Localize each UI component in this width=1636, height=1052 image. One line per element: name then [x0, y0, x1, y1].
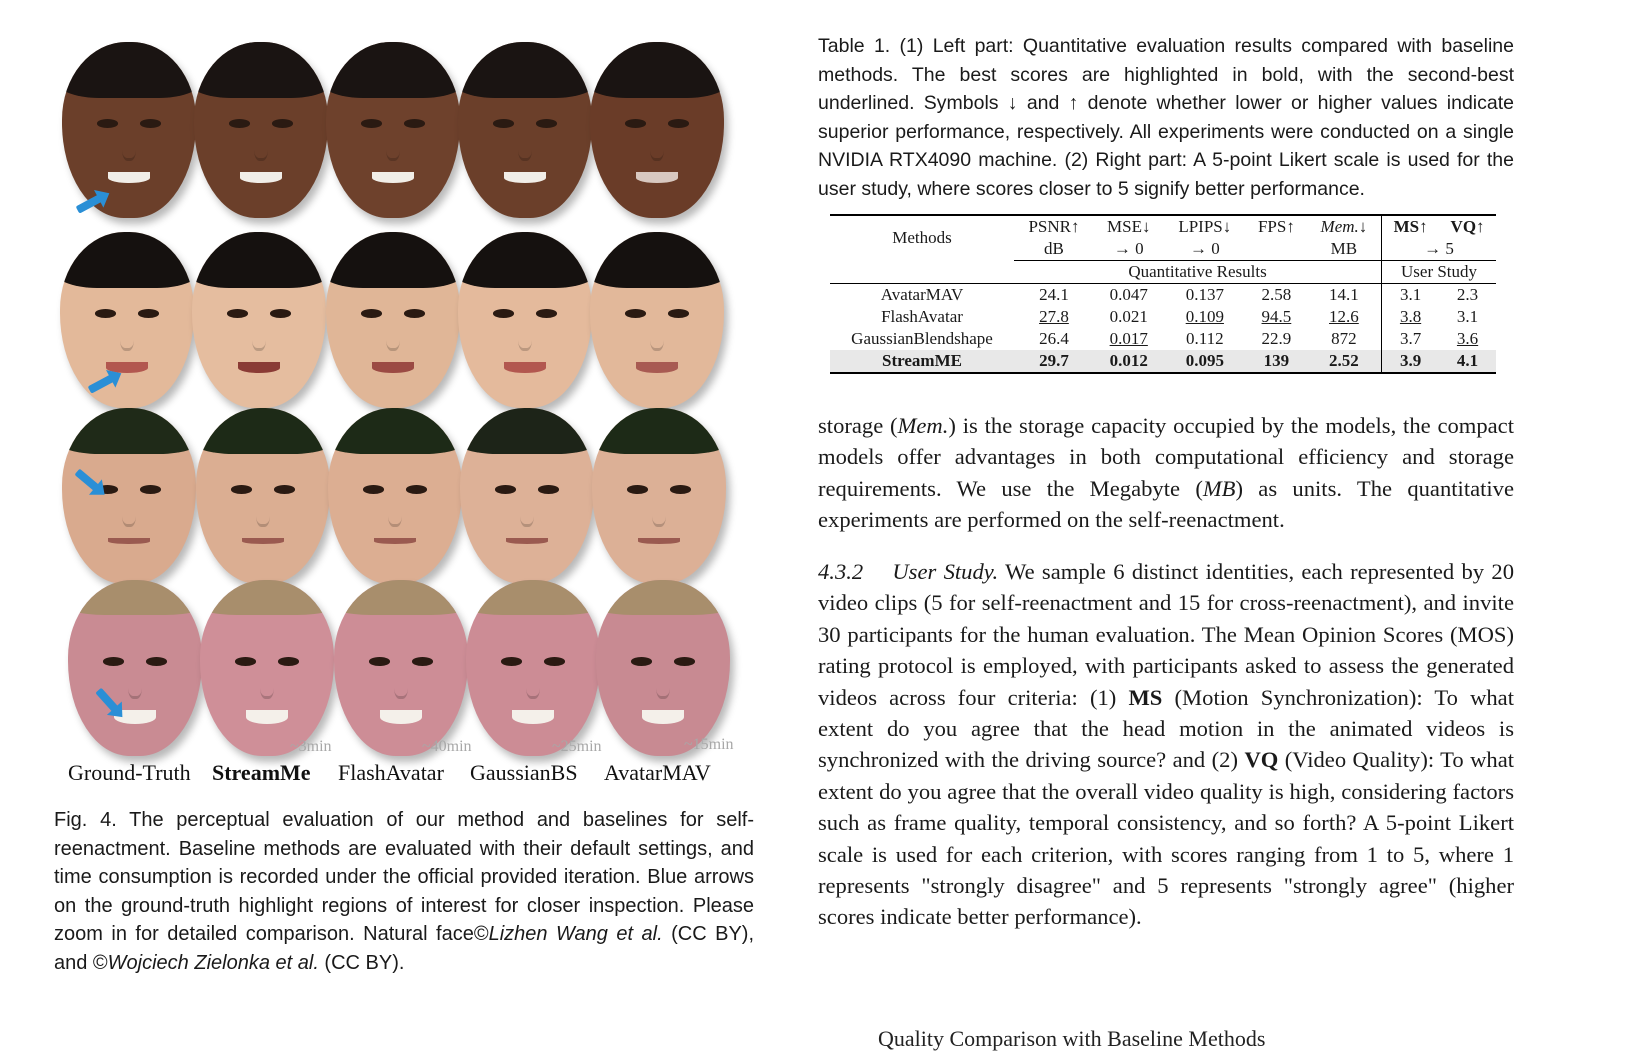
results-table [830, 214, 1496, 374]
table-cell: 29.7 [1014, 350, 1094, 373]
method-streamme: StreamME [830, 350, 1014, 373]
face-row1-ground-truth [62, 42, 196, 218]
table-cell: 0.137 [1164, 284, 1246, 307]
time-label-flashavatar: ~40min [422, 738, 472, 755]
figure-4-grid [50, 20, 790, 790]
face-row4-avatarmav [596, 580, 730, 756]
face-row2-avatarmav [590, 232, 724, 408]
method-avatarmav: AvatarMAV [830, 284, 1014, 307]
methods-header: Methods [892, 228, 952, 248]
face-row3-flashavatar [328, 408, 462, 584]
face-row4-streamme [200, 580, 334, 756]
table-cell: 3.1 [1456, 307, 1479, 326]
table-cell: 0.021 [1109, 307, 1148, 326]
table-cell: 0.095 [1164, 350, 1246, 373]
table-header-row-1 [830, 215, 1496, 238]
table-cell: 139 [1246, 350, 1307, 373]
column-label-streamme: StreamMe [212, 760, 311, 785]
face-row4-flashavatar [334, 580, 468, 756]
header-mem [1307, 215, 1382, 238]
method-flashavatar: FlashAvatar [881, 307, 963, 326]
table-cell: 3.7 [1382, 328, 1440, 350]
para1-mem: Mem. [897, 413, 949, 438]
para2-ms: MS [1128, 684, 1163, 710]
face-row2-ground-truth [60, 232, 194, 408]
para1-text-a: storage ( [818, 413, 898, 438]
face-row2-flashavatar [326, 232, 460, 408]
face-row1-avatarmav [590, 42, 724, 218]
figure-caption-end: (CC BY). [318, 951, 405, 974]
table-cell: 0.047 [1094, 284, 1164, 307]
face-row1-streamme [194, 42, 328, 218]
body-paragraph-1 [818, 410, 1514, 536]
column-label-flashavatar: FlashAvatar [338, 760, 444, 785]
para2-text-b: (Motion Synchronization): To what extent do you agree that the head motion in the animated videos is synchronized with the driving source? and (2) [818, 684, 1514, 773]
face-row3-streamme [196, 408, 330, 584]
face-row1-gaussianbs [458, 42, 592, 218]
table-caption: Table 1. (1) Left part: Quantitative evaluation results compared with baseline methods. The best scores are highlighted in bold, with the second-best underlined. Symbols ↓ and ↑ denote whether lower or higher values indicate superior performance, respectively. All experiments were conducted on a single NVIDIA RTX4090 machine. (2) Right part: A 5-point Likert scale is used for the user study, where scores closer to 5 signify better performance. [818, 35, 1514, 200]
table-cell: 3.9 [1382, 350, 1440, 373]
time-label-streamme: ~3min [290, 738, 332, 755]
header-mem-text: Mem.↓ [1320, 217, 1368, 236]
para2-text-c: (Video Quality): To what extent do you agree that the overall video quality is high, considering factors such as frame quality, temporal consistency, and so forth? A 5-point Likert scale is used for each criterion, with scores ranging from 1 to 5, where 1 represents "strongly disagree" and 5 represents "strongly agree" (higher scores indicate better performance). [818, 747, 1515, 930]
table-group-row [830, 261, 1496, 284]
header-fps: FPS↑ [1257, 217, 1295, 236]
table-cell: 2.58 [1246, 284, 1307, 307]
table-cell: 94.5 [1261, 307, 1292, 326]
table-cell: 0.112 [1186, 329, 1224, 348]
face-row1-flashavatar [326, 42, 460, 218]
figure-caption-mid: (CC BY), and © [54, 923, 754, 974]
table-cell: 2.52 [1307, 350, 1382, 373]
column-label-ground-truth: Ground-Truth [68, 760, 191, 785]
face-row3-avatarmav [592, 408, 726, 584]
figure-caption-credit-1: Lizhen Wang et al. [488, 923, 663, 946]
figure-caption-credit-2: Wojciech Zielonka et al. [107, 951, 319, 974]
column-label-gaussianbs: GaussianBS [470, 760, 578, 785]
table-cell: 2.3 [1439, 284, 1496, 307]
para1-text-c: ) as units. The quantitative experiments are performed on the self-reenactment. [818, 475, 1514, 533]
header-psnr: PSNR↑ [1028, 217, 1080, 236]
table-cell: 0.012 [1094, 350, 1164, 373]
table-cell: 872 [1331, 329, 1357, 348]
body-paragraph-2 [818, 556, 1514, 933]
face-row3-gaussianbs [460, 408, 594, 584]
figure-caption [54, 806, 754, 978]
table-cell: 14.1 [1307, 284, 1382, 307]
table-cell: 12.6 [1329, 307, 1359, 326]
face-row2-streamme [192, 232, 326, 408]
para2-text-a: We sample 6 distinct identities, each represented by 20 video clips (5 for self-reenactment and 15 for cross-reenactment), and invite 30 participants for the human evaluation. The Mean Opinion Scores (MOS) rating protocol is employed, with participants asked to assess the generated videos across four criteria: (1) [818, 559, 1514, 710]
table-row-streamme [830, 350, 1496, 373]
section-heading-user-study: 4.3.2 User Study. [818, 559, 999, 584]
header-vq: VQ↑ [1450, 217, 1485, 236]
method-gaussianblendshape: GaussianBlendshape [851, 329, 993, 348]
table-cell: 24.1 [1014, 284, 1094, 307]
para1-mb: MB [1202, 475, 1236, 501]
table-row [830, 284, 1496, 307]
unit-lpips: → 0 [1189, 239, 1220, 258]
table-row [830, 306, 1496, 328]
group-user-study: User Study [1382, 261, 1496, 284]
unit-mem: MB [1330, 239, 1358, 258]
unit-mse: → 0 [1113, 239, 1144, 258]
unit-user-study: → 5 [1382, 238, 1496, 261]
table-cell: 0.017 [1109, 329, 1148, 348]
unit-fps [1246, 238, 1307, 261]
next-section-heading: Quality Comparison with Baseline Methods [878, 1026, 1266, 1051]
table-cell: 22.9 [1261, 329, 1292, 348]
face-row2-gaussianbs [458, 232, 592, 408]
para1-text-b: ) is the storage capacity occupied by the models, the compact models offer advantages in both computational efficiency and storage requirements. We use the Megabyte ( [818, 413, 1514, 501]
table-cell: 4.1 [1439, 350, 1496, 373]
group-quantitative: Quantitative Results [1014, 261, 1382, 284]
table-row [830, 328, 1496, 350]
time-label-avatarmav: ~15min [684, 736, 734, 753]
column-label-avatarmav: AvatarMAV [604, 760, 711, 785]
header-lpips: LPIPS↓ [1178, 217, 1232, 236]
time-label-gaussianbs: ~25min [552, 738, 602, 755]
para2-vq: VQ [1244, 747, 1279, 773]
table-cell: 3.8 [1382, 306, 1440, 328]
face-row4-ground-truth [68, 580, 202, 756]
unit-psnr: dB [1044, 239, 1064, 258]
table-cell: 3.6 [1456, 329, 1479, 348]
figure-caption-main: Fig. 4. The perceptual evaluation of our method and baselines for self-reenactment. Baseline methods are evaluated with their default settings, and time consumption is recorded under the official provided iteration. Blue arrows on the ground-truth highlight regions of interest for closer inspection. Please zoom in for detailed comparison. Natural face© [54, 809, 754, 946]
table-cell: 0.109 [1185, 307, 1224, 326]
table-cell: 27.8 [1039, 307, 1069, 326]
table-cell: 26.4 [1039, 329, 1069, 348]
face-row4-gaussianbs [466, 580, 600, 756]
table-cell: 3.1 [1382, 284, 1440, 307]
header-ms: MS↑ [1382, 215, 1440, 238]
face-row3-ground-truth [62, 408, 196, 584]
header-mse: MSE↓ [1107, 217, 1151, 236]
